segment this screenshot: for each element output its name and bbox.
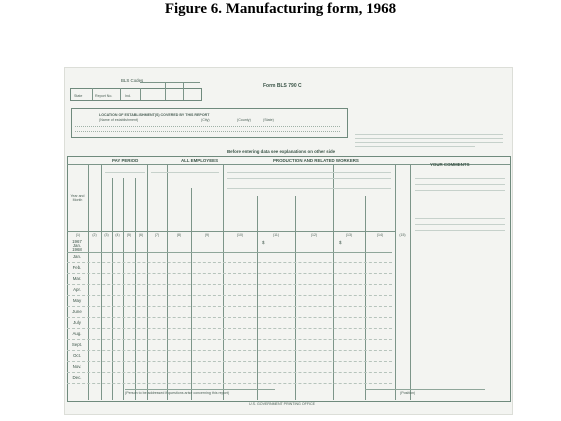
month-label: Oct.	[72, 353, 82, 358]
col-number: (6)	[138, 233, 144, 237]
col-number: (3)	[104, 233, 109, 237]
col-number: (1)	[75, 233, 81, 237]
col-number: (5)	[126, 233, 132, 237]
location-city: (City)	[201, 118, 210, 122]
footer-contact: (Person to be addressed if questions arise concerning this report)	[125, 391, 230, 395]
manufacturing-form	[64, 67, 513, 415]
footer-position: (Position)	[400, 391, 416, 395]
location-label: LOCATION OF ESTABLISHMENT(S) COVERED BY THIS REPORT	[99, 113, 210, 117]
month-label: Aug.	[72, 331, 82, 336]
side-instruction: Before entering data see explanations on other side	[227, 149, 336, 154]
year-month-label: Year and Month	[70, 194, 85, 202]
month-label: Sept.	[71, 342, 83, 347]
month-label: Apr.	[73, 287, 81, 292]
form-number: Form BLS 790 C	[263, 83, 302, 89]
month-label: Feb.	[72, 265, 82, 270]
col-number: (11)	[273, 233, 279, 237]
bls-codes-label: BLS Codes	[121, 78, 144, 83]
location-county: (County)	[237, 118, 251, 122]
section-pay-period: PAY PERIOD	[112, 158, 139, 163]
month-label: Mar.	[72, 276, 82, 281]
col-number: (14)	[376, 233, 384, 237]
col-number: (12)	[310, 233, 318, 237]
month-label: June	[72, 309, 82, 314]
footer-printer: U.S. GOVERNMENT PRINTING OFFICE	[249, 402, 316, 406]
col-number: (4)	[115, 233, 120, 237]
section-comments: YOUR COMMENTS	[430, 162, 470, 167]
month-label: Jan.	[72, 254, 82, 259]
code-field-report: Report No.	[95, 94, 113, 98]
code-field-state: State	[74, 94, 83, 98]
month-label: Dec.	[72, 375, 82, 380]
location-sub: (Name of establishment)	[99, 118, 139, 122]
section-production: PRODUCTION AND RELATED WORKERS	[273, 158, 359, 163]
location-state: (State)	[263, 118, 274, 122]
month-label: Nov.	[72, 364, 82, 369]
second-year: 1968	[72, 247, 82, 252]
col-number: (15)	[399, 233, 406, 237]
col-number: (10)	[236, 233, 244, 237]
first-month: Jan.	[72, 243, 82, 248]
month-label: July	[73, 320, 81, 325]
col-number: (8)	[176, 233, 182, 237]
month-label: May	[72, 298, 82, 303]
code-field-ind: Ind.	[125, 94, 131, 98]
col-number: (7)	[154, 233, 160, 237]
col-number: (13)	[345, 233, 353, 237]
first-year: 1967	[72, 239, 82, 244]
col-number: (2)	[92, 233, 97, 237]
data-table	[67, 156, 511, 402]
col-number: (9)	[204, 233, 210, 237]
figure-title: Figure 6. Manufacturing form, 1968	[164, 1, 397, 17]
dollar-sign: $	[262, 240, 265, 245]
dollar-sign: $	[339, 240, 342, 245]
section-all-employees: ALL EMPLOYEES	[181, 158, 219, 163]
